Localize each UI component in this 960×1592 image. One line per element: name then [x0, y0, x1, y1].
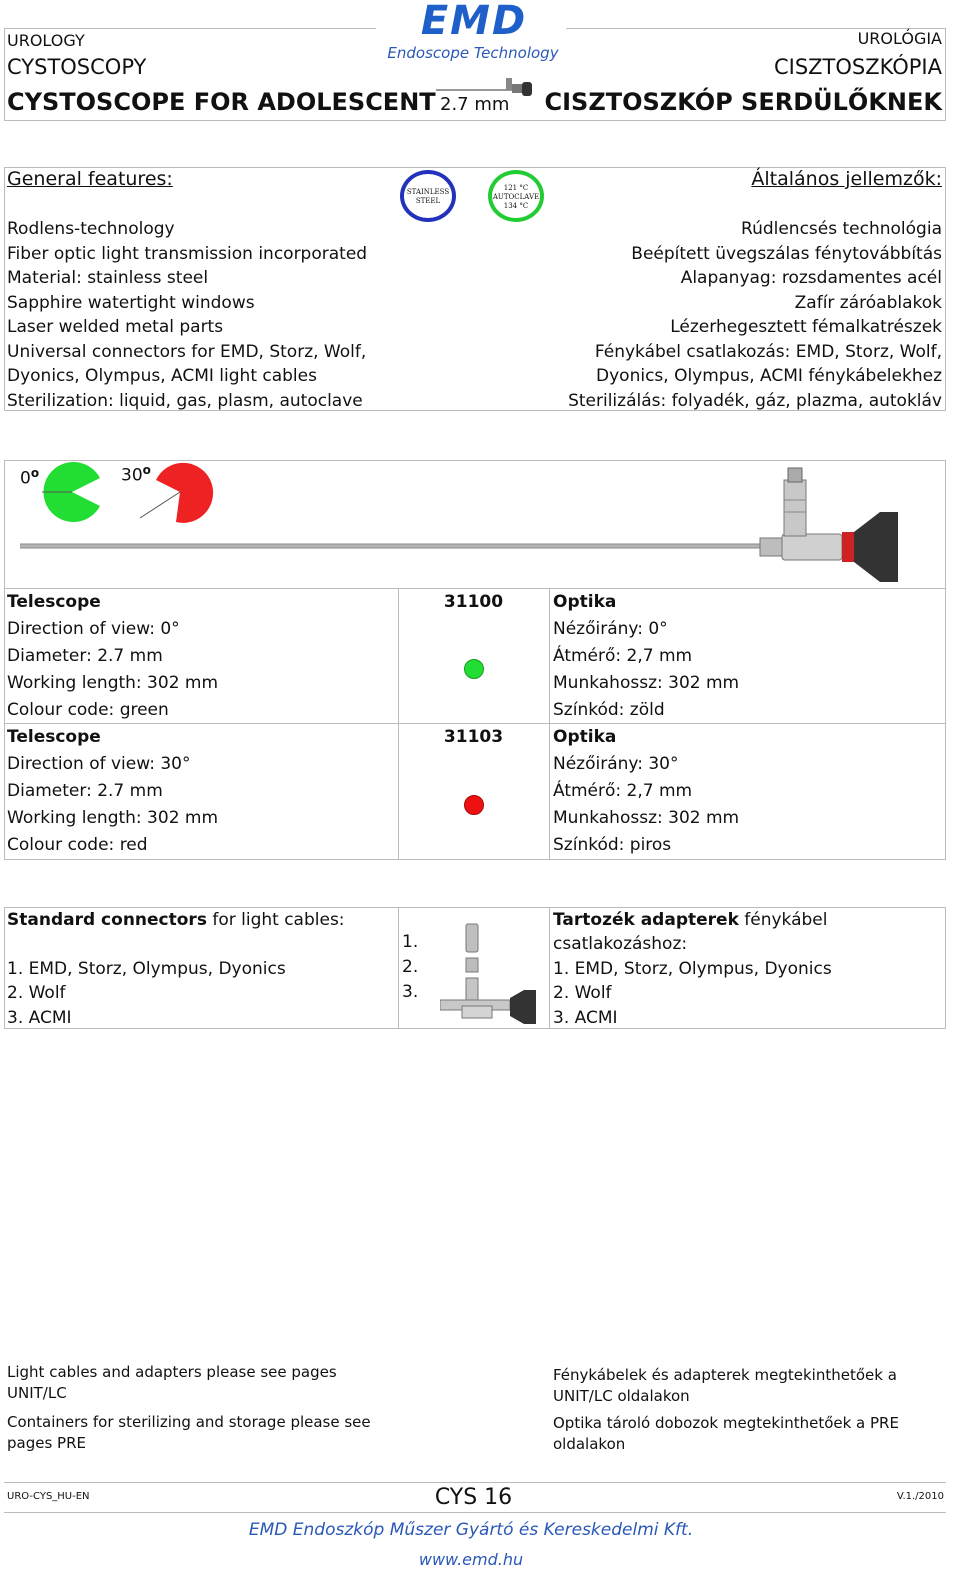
feature-item-hu: Dyonics, Olympus, ACMI fénykábelekhez [596, 366, 942, 386]
angle-0-label: 0$^o$ [20, 466, 40, 489]
features-list-hu [568, 217, 942, 413]
autoclave-badge: 121 °C AUTOCLAVE 134 °C [488, 170, 544, 222]
feature-item-hu: Fénykábel csatlakozás: EMD, Storz, Wolf, [594, 341, 942, 362]
product-code: 31103 [443, 727, 504, 747]
header-category-hu: UROLÓGIA [857, 29, 942, 48]
logo-subtitle: Endoscope Technology [387, 44, 559, 62]
features-title-hu: Általános jellemzők: [751, 168, 942, 190]
features-list-en [7, 217, 367, 413]
feature-item: Rodlens-technology [7, 219, 175, 239]
feature-item-hu: Alapanyag: rozsdamentes acél [680, 268, 942, 288]
features-title: General features: [7, 168, 173, 190]
notes-hu: Fénykábelek és adapterek megtekinthetőek a UNIT/LC oldalakon Optika tároló dobozok megtekinthetőek a PRE oldalakon [553, 1366, 899, 1453]
feature-item: Dyonics, Olympus, ACMI light cables [7, 366, 317, 386]
angle-30-label: 30$^o$ [121, 463, 151, 486]
feature-item-hu: Rúdlencsés technológia [741, 219, 942, 239]
feature-item: Laser welded metal parts [7, 317, 224, 337]
header-subcategory-hu: CISZTOSZKÓPIA [773, 55, 942, 79]
feature-item: Universal connectors for EMD, Storz, Wolf, [7, 341, 367, 362]
telescope-31103-hu: Optika Nézőirány: 30° Átmérő: 2,7 mm Munkahossz: 302 mm Színkód: piros [553, 727, 740, 855]
company-name: EMD Endoszkóp Műszer Gyártó és Kereskedelmi Kft. [248, 1520, 694, 1540]
feature-item: Sterilization: liquid, gas, plasm, autoclave [7, 390, 363, 411]
page-title: CYSTOSCOPE FOR ADOLESCENT [7, 88, 436, 116]
telescope-31100-en: Telescope Direction of view: 0° Diameter: 2.7 mm Working length: 302 mm Colour code: green [7, 592, 219, 720]
colour-code-red-dot [464, 795, 484, 815]
connectors-hu: Tartozék adapterek fénykábel csatlakozáshoz: 1. EMD, Storz, Olympus, Dyonics 2. Wolf 3. ACMI [553, 910, 832, 1028]
telescope-illustration [0, 460, 960, 588]
telescope-31103-en: Telescope Direction of view: 30° Diameter: 2.7 mm Working length: 302 mm Colour code: red [7, 727, 219, 855]
footer-version: V.1./2010 [896, 1491, 944, 1502]
header-category: UROLOGY [7, 31, 85, 50]
angle-30-diagram [140, 463, 213, 523]
feature-item-hu: Lézerhegesztett fémalkatrészek [670, 317, 942, 337]
telescope-31100-hu: Optika Nézőirány: 0° Átmérő: 2,7 mm Munkahossz: 302 mm Színkód: zöld [553, 592, 740, 720]
company-url[interactable]: www.emd.hu [418, 1550, 524, 1569]
page-number: CYS 16 [434, 1485, 513, 1510]
feature-item-hu: Zafír záróablakok [794, 292, 942, 313]
product-code: 31100 [443, 592, 504, 612]
header-subcategory: CYSTOSCOPY [7, 55, 147, 79]
colour-code-green-dot [464, 659, 484, 679]
feature-item-hu: Beépített üvegszálas fénytovábbítás [631, 243, 942, 264]
stainless-steel-badge: STAINLESS STEEL [400, 170, 456, 222]
feature-item-hu: Sterilizálás: folyadék, gáz, plazma, autokláv [568, 390, 942, 411]
footer-doc-id: URO-CYS_HU-EN [7, 1491, 90, 1502]
page-title-hu: CISZTOSZKÓP SERDÜLŐKNEK [544, 88, 942, 116]
connector-adapters-illustration [440, 920, 546, 1028]
feature-item: Fiber optic light transmission incorporated [7, 243, 368, 264]
feature-item: Sapphire watertight windows [7, 292, 255, 313]
notes-en: Light cables and adapters please see pages UNIT/LC Containers for sterilizing and storage please see pages PRE [7, 1363, 371, 1452]
connectors-en: Standard connectors for light cables: 1. EMD, Storz, Olympus, Dyonics 2. Wolf 3. ACMI [7, 910, 345, 1028]
connector-numbers: 1. 2. 3. [402, 932, 419, 1002]
scope-size: 2.7 mm [440, 94, 510, 115]
angle-0-diagram [42, 462, 100, 522]
feature-item: Material: stainless steel [7, 268, 209, 288]
emd-logo: EMD [420, 0, 528, 44]
